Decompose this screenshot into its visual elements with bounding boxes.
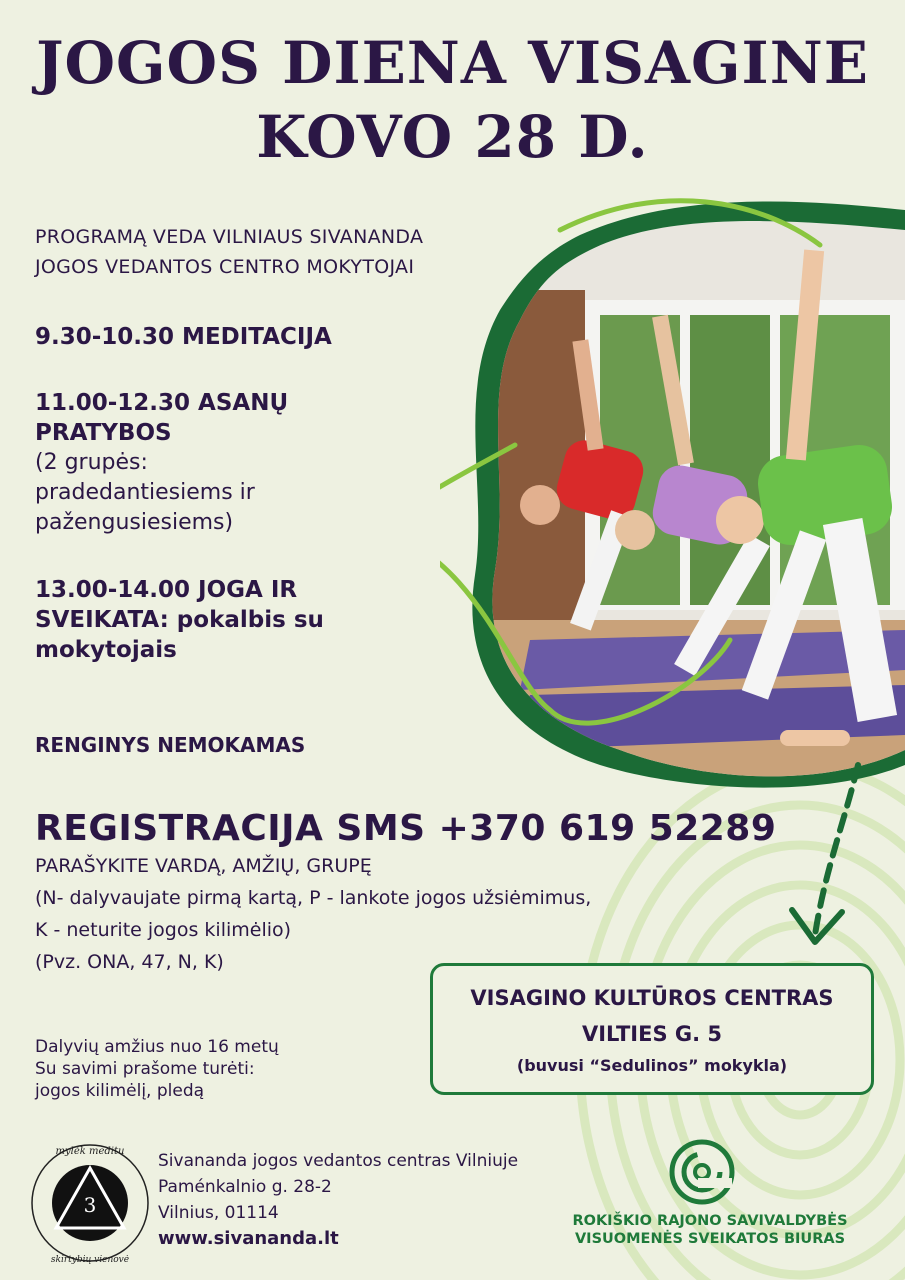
health-bureau-name <box>540 1212 880 1248</box>
intro-line: PROGRAMĄ VEDA VILNIAUS SIVANANDA <box>35 226 424 248</box>
poster-title-line1: JOGOS DIENA VISAGINE <box>36 29 869 97</box>
venue-box <box>430 963 874 1095</box>
schedule-line: 9.30-10.30 MEDITACIJA <box>35 324 332 350</box>
registration-line: (Pvz. ONA, 47, N, K) <box>35 951 224 973</box>
organizer-address: Paménkalnio g. 28-2 <box>158 1177 332 1197</box>
poster-title-line2: KOVO 28 D. <box>256 103 649 171</box>
intro-text <box>35 222 423 282</box>
yoga-photo <box>440 190 905 790</box>
venue-name: VISAGINO KULTŪROS CENTRAS <box>470 986 834 1010</box>
schedule-line: 13.00-14.00 JOGA IR <box>35 577 298 603</box>
organizer-website-link[interactable]: www.sivananda.lt <box>158 1228 339 1249</box>
organizer-city: Vilnius, 01114 <box>158 1203 279 1223</box>
free-event-note: RENGINYS NEMOKAMAS <box>35 733 306 757</box>
schedule-item-asanas <box>35 388 288 538</box>
schedule-line: SVEIKATA: pokalbis su <box>35 607 324 633</box>
health-bureau-logo <box>668 1138 736 1206</box>
schedule-line: 11.00-12.30 ASANŲ <box>35 390 289 416</box>
health-bureau-line: VISUOMENĖS SVEIKATOS BIURAS <box>574 1231 846 1247</box>
schedule-item-meditation <box>35 322 332 352</box>
requirements-line: Su savimi prašome turėti: <box>35 1059 255 1079</box>
schedule-line: PRATYBOS <box>35 420 172 446</box>
registration-line: (N- dalyvaujate pirmą kartą, P - lankote jogos užsiėmimus, <box>35 887 592 909</box>
registration-line: PARAŠYKITE VARDĄ, AMŽIŲ, GRUPĘ <box>35 855 372 877</box>
schedule-sub: pažengusiesiems) <box>35 510 234 535</box>
svg-text:mylėk meditu: mylėk meditu <box>55 1146 125 1157</box>
schedule-item-health <box>35 575 324 665</box>
schedule-sub: (2 grupės: <box>35 450 148 475</box>
registration-title: REGISTRACIJA SMS +370 619 52289 <box>35 808 777 849</box>
schedule-sub: pradedantiesiems ir <box>35 480 255 505</box>
requirements-line: Dalyvių amžius nuo 16 metų <box>35 1037 279 1057</box>
organizer-name: Sivananda jogos vedantos centras Vilniuje <box>158 1151 519 1171</box>
venue-street: VILTIES G. 5 <box>581 1022 723 1046</box>
svg-text:3: 3 <box>83 1193 97 1217</box>
intro-line: JOGOS VEDANTOS CENTRO MOKYTOJAI <box>35 256 415 278</box>
sivananda-logo <box>28 1138 153 1268</box>
organizer-info <box>158 1148 518 1252</box>
svg-text:skirtybių vienovė: skirtybių vienovė <box>50 1255 130 1265</box>
health-bureau-line: ROKIŠKIO RAJONO SAVIVALDYBĖS <box>572 1213 848 1229</box>
yoga-photo-area <box>440 190 905 790</box>
schedule-line: mokytojais <box>35 637 177 663</box>
venue-note: (buvusi “Sedulinos” mokykla) <box>516 1056 788 1075</box>
arrow-down-icon <box>780 760 870 960</box>
requirements-line: jogos kilimėlį, pledą <box>35 1081 205 1101</box>
requirements <box>35 1036 279 1102</box>
registration-line: K - neturite jogos kilimėlio) <box>35 919 292 941</box>
registration-details <box>35 850 591 978</box>
